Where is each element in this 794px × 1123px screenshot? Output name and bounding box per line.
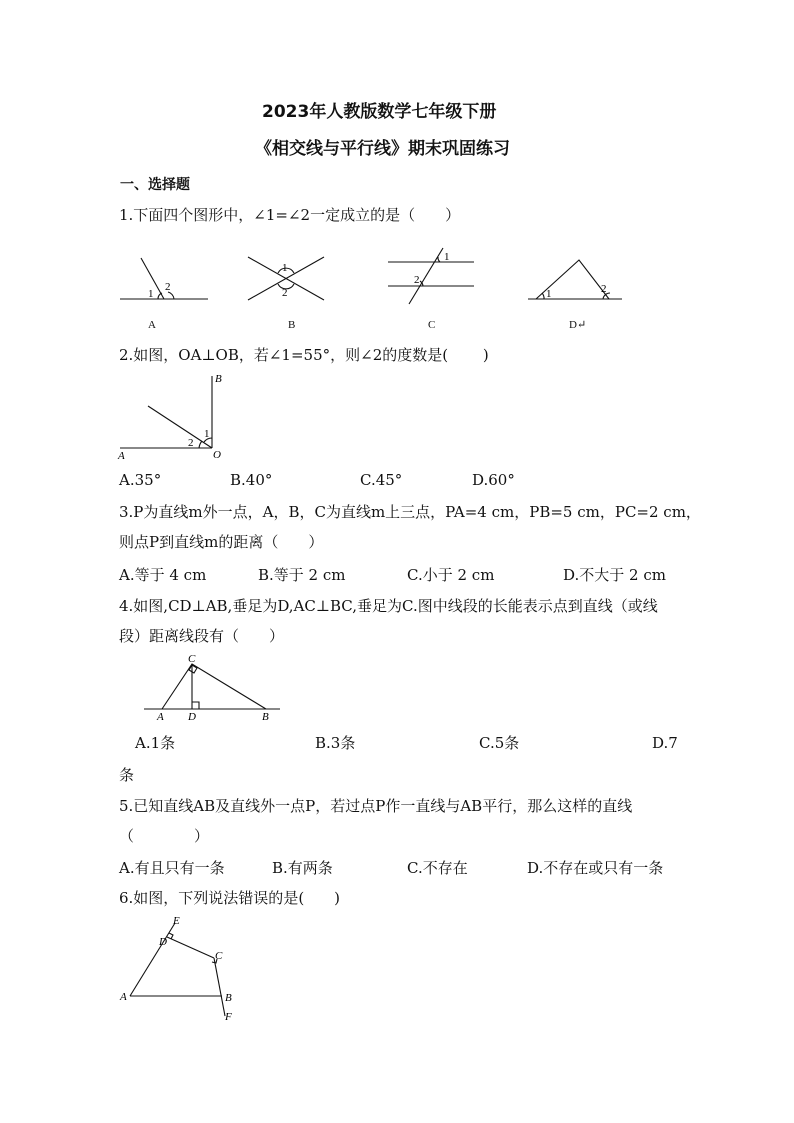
- section-heading: 一、选择题: [120, 177, 190, 193]
- q1d-angle-2: 2: [601, 283, 607, 295]
- q3-option-b: B.等于 2 cm: [258, 566, 346, 584]
- q6-label-a: A: [120, 991, 127, 1003]
- page-title: 2023年人教版数学七年级下册: [262, 102, 497, 122]
- question-3-stem-line1: 3.P为直线m外一点，A，B，C为直线m上三点，PA=4 cm，PB=5 cm，PC=2 cm，: [119, 503, 701, 521]
- q2-option-c: C.45°: [360, 471, 403, 489]
- q1b-angle-2: 2: [282, 287, 288, 299]
- q6-label-c: C: [215, 950, 223, 962]
- q4-option-a: A.1条: [135, 734, 176, 752]
- question-3-stem-line2: 则点P到直线m的距离（ ）: [119, 533, 324, 551]
- q5-option-c: C.不存在: [407, 859, 468, 877]
- question-6-stem: 6.如图，下列说法错误的是( ): [119, 889, 341, 907]
- q6-label-b: B: [225, 992, 232, 1004]
- q4-label-b: B: [262, 711, 269, 723]
- q6-label-e: E: [173, 915, 180, 927]
- q4-label-d: D: [188, 711, 196, 723]
- question-4-stem-line2: 段）距离线段有（ ）: [119, 627, 285, 645]
- q1c-angle-1: 1: [444, 251, 450, 263]
- q1-caption-d: D↵: [569, 319, 587, 331]
- q1-caption-c: C: [428, 319, 436, 331]
- q1-figure-b: [246, 254, 328, 304]
- q5-option-b: B.有两条: [272, 859, 333, 877]
- q4-option-d: D.7: [652, 734, 678, 752]
- q2-option-d: D.60°: [472, 471, 515, 489]
- q2-figure: [118, 372, 228, 460]
- q2-option-a: A.35°: [119, 471, 162, 489]
- q1a-angle-2: 2: [165, 281, 171, 293]
- question-1-stem: 1.下面四个图形中，∠1=∠2一定成立的是（ ）: [119, 206, 461, 224]
- q4-figure: [142, 652, 284, 724]
- q4-label-a: A: [157, 711, 164, 723]
- page-subtitle: 《相交线与平行线》期末巩固练习: [255, 139, 510, 159]
- q1b-angle-1: 1: [282, 262, 288, 274]
- q3-option-c: C.小于 2 cm: [407, 566, 495, 584]
- q5-option-a: A.有且只有一条: [119, 859, 225, 877]
- q2-label-o: O: [213, 449, 221, 461]
- q1-caption-a: A: [148, 319, 156, 331]
- question-5-stem-line1: 5.已知直线AB及直线外一点P，若过点P作一直线与AB平行，那么这样的直线: [119, 797, 633, 815]
- question-5-stem-line2: （ ）: [119, 827, 210, 845]
- q1a-angle-1: 1: [148, 288, 154, 300]
- q5-option-d: D.不存在或只有一条: [527, 859, 664, 877]
- q4-label-c: C: [188, 653, 196, 665]
- q2-option-b: B.40°: [230, 471, 273, 489]
- q4-option-c: C.5条: [479, 734, 520, 752]
- q1c-angle-2: 2: [414, 274, 420, 286]
- q2-label-b: B: [215, 373, 222, 385]
- q4-option-d-wrap: 条: [119, 766, 135, 784]
- q1d-angle-1: 1: [546, 288, 552, 300]
- q3-option-d: D.不大于 2 cm: [563, 566, 666, 584]
- q1-caption-b: B: [288, 319, 296, 331]
- question-4-stem-line1: 4.如图,CD⊥AB,垂足为D,AC⊥BC,垂足为C.图中线段的长能表示点到直线（或线: [119, 597, 658, 615]
- q1-figure-c: [386, 246, 476, 306]
- question-2-stem: 2.如图，OA⊥OB，若∠1=55°，则∠2的度数是( ): [119, 346, 489, 364]
- q2-angle-1: 1: [204, 428, 210, 440]
- q6-figure: [118, 915, 244, 1025]
- q1-figure-d: [526, 257, 626, 303]
- q3-option-a: A.等于 4 cm: [119, 566, 207, 584]
- q6-label-f: F: [225, 1011, 232, 1023]
- q2-label-a: A: [118, 450, 125, 462]
- q2-angle-2: 2: [188, 437, 194, 449]
- q1-figure-a: [118, 255, 210, 305]
- q6-label-d: D: [159, 936, 167, 948]
- q4-option-b: B.3条: [315, 734, 356, 752]
